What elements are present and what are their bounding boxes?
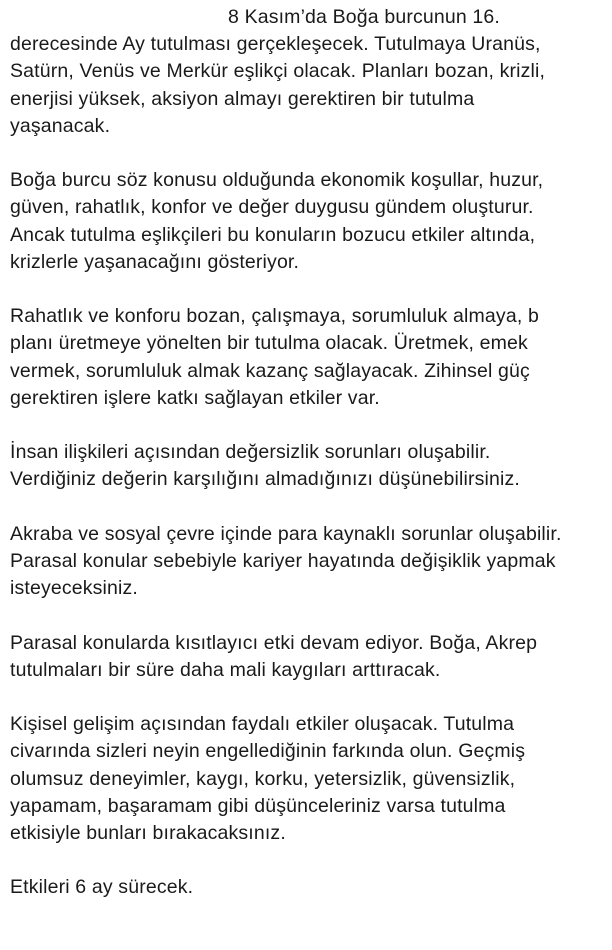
paragraph-comfort-work [10,303,606,412]
text-line: civarında sizleri neyin engellediğinin farkında olun. Geçmiş [10,740,526,763]
text-line: güven, rahatlık, konfor ve değer duygusu gündem oluşturur. [10,196,534,219]
paragraph-eclipse-intro [10,4,606,140]
text-line: yapamam, başaramam gibi düşünceleriniz varsa tutulma [10,794,506,817]
text-line: Parasal konular sebebiyle kariyer hayatında değişiklik yapmak [10,550,556,572]
text-line: derecesinde Ay tutulması gerçekleşecek. Tutulmaya Uranüs, [10,33,541,56]
paragraph-duration [10,874,606,901]
text-line: Ancak tutulma eşlikçileri bu konuların bozucu etkiler altında, [10,223,536,246]
text-line: 8 Kasım’da Boğa burcunun 16. [228,6,500,28]
text-line: Verdiğiniz değerin karşılığını almadığınızı düşünebilirsiniz. [10,468,520,491]
text-line: tutulmaları bir süre daha mali kaygıları arttıracak. [10,658,441,681]
text-line: Etkileri 6 ay sürecek. [10,876,194,899]
paragraph-relationships [10,439,606,493]
text-line: etkisiyle bunları bırakacaksınız. [10,822,286,844]
paragraph-family-money [10,521,606,603]
text-line: olumsuz deneyimler, kaygı, korku, yetersizlik, güvensizlik, [10,767,516,790]
text-line: Rahatlık ve konforu bozan, çalışmaya, sorumluluk almaya, b [10,305,539,328]
text-line: isteyeceksiniz. [10,577,138,600]
text-line: vermek, sorumluluk almak kazanç sağlayacak. Zihinsel güç [10,359,530,382]
text-line: krizlerle yaşanacağını gösteriyor. [10,250,300,273]
text-line: Akraba ve sosyal çevre içinde para kaynaklı sorunlar oluşabilir. [10,522,562,545]
paragraph-taurus-themes [10,167,606,276]
text-line: Boğa burcu söz konusu olduğunda ekonomik koşullar, huzur, [10,169,544,192]
article-body [10,4,606,929]
text-line: Kişisel gelişim açısından faydalı etkiler oluşacak. Tutulma [10,713,515,736]
text-line: planı üretmeye yönelten bir tutulma olacak. Üretmek, emek [10,332,528,355]
text-line: enerjisi yüksek, aksiyon almayı gerektiren bir tutulma [10,87,475,110]
text-line: Parasal konularda kısıtlayıcı etki devam ediyor. Boğa, Akrep [10,631,538,654]
text-line: İnsan ilişkileri açısından değersizlik sorunları oluşabilir. [10,441,491,464]
text-line: gerektiren işlere katkı sağlayan etkiler var. [10,386,380,409]
text-line: Satürn, Venüs ve Merkür eşlikçi olacak. Planları bozan, krizli, [10,60,546,83]
paragraph-personal-growth [10,711,606,847]
text-line: yaşanacak. [10,114,111,137]
paragraph-financial-limits [10,630,606,684]
